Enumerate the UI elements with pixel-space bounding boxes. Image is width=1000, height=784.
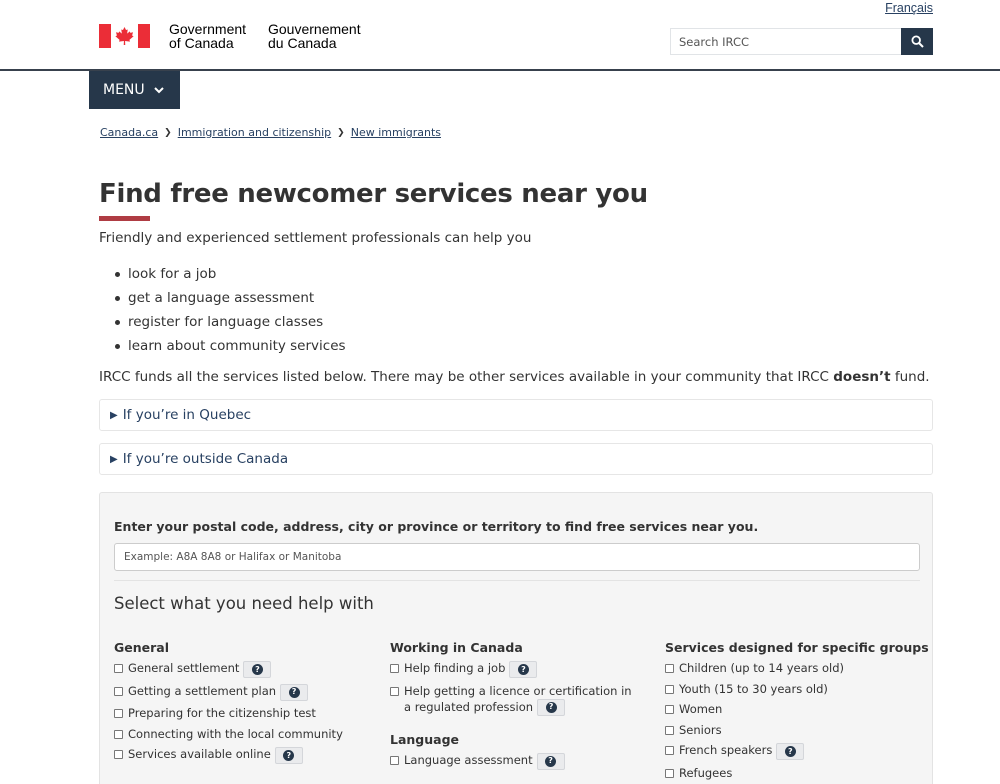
option-seniors[interactable] xyxy=(665,723,929,738)
option-label: Getting a settlement plan xyxy=(128,683,277,698)
search-input[interactable] xyxy=(670,28,901,55)
search-button[interactable] xyxy=(901,28,933,55)
signature-english xyxy=(169,22,246,50)
page-title: Find free newcomer services near you xyxy=(99,179,648,209)
option-general-settlement[interactable] xyxy=(114,661,343,678)
chevron-down-icon xyxy=(154,87,164,94)
checkbox[interactable] xyxy=(390,664,399,673)
option-label: Services available online xyxy=(128,747,271,761)
language-heading: Language xyxy=(390,731,460,747)
working-heading: Working in Canada xyxy=(390,640,523,655)
question-icon: ? xyxy=(785,746,796,757)
location-input[interactable] xyxy=(114,543,920,571)
help-button[interactable] xyxy=(537,753,565,770)
breadcrumb-separator-icon: ❯ xyxy=(337,127,345,138)
intro-text: Friendly and experienced settlement professionals can help you xyxy=(99,230,532,246)
signature-fr-line1: Gouvernement xyxy=(268,21,361,37)
option-label: Youth (15 to 30 years old) xyxy=(679,681,828,696)
breadcrumb-immigration[interactable]: Immigration and citizenship xyxy=(177,126,332,139)
option-finding-job[interactable] xyxy=(390,661,636,678)
title-underline xyxy=(99,216,150,221)
details-quebec[interactable] xyxy=(99,399,933,431)
signature-french xyxy=(268,22,361,50)
option-label: Connecting with the local community xyxy=(128,726,343,741)
working-column xyxy=(390,640,636,775)
expand-triangle-icon: ▶ xyxy=(110,453,118,465)
checkbox[interactable] xyxy=(114,687,123,696)
question-icon: ? xyxy=(518,664,529,675)
option-children[interactable] xyxy=(665,661,929,676)
option-label: Help finding a job xyxy=(404,661,506,675)
benefits-list xyxy=(115,262,346,358)
option-label: Women xyxy=(679,702,723,716)
help-button[interactable] xyxy=(280,684,308,701)
breadcrumb-canada[interactable]: Canada.ca xyxy=(100,126,159,139)
site-search xyxy=(670,28,933,55)
option-label: General settlement xyxy=(128,661,240,675)
canada-flag-logo xyxy=(99,24,150,48)
details-quebec-label: If you’re in Quebec xyxy=(122,407,252,423)
help-button[interactable] xyxy=(275,747,303,764)
breadcrumb-new-immigrants[interactable]: New immigrants xyxy=(350,126,442,139)
checkbox[interactable] xyxy=(390,756,399,765)
option-local-community[interactable] xyxy=(114,727,343,742)
groups-column xyxy=(665,640,929,784)
option-label: French speakers xyxy=(679,743,773,757)
question-icon: ? xyxy=(289,687,300,698)
option-language-assessment[interactable] xyxy=(390,753,636,770)
funding-note-emphasis: doesn’t xyxy=(833,369,891,385)
question-icon: ? xyxy=(545,756,556,767)
list-item: get a language assessment xyxy=(115,286,346,310)
option-label-text: Help getting a licence or certification in a regulated profession xyxy=(404,683,632,714)
option-citizenship-test[interactable] xyxy=(114,706,343,721)
checkbox[interactable] xyxy=(114,664,123,673)
search-icon xyxy=(911,35,924,48)
option-french-speakers[interactable] xyxy=(665,743,929,760)
divider xyxy=(114,580,920,581)
funding-note xyxy=(99,369,930,385)
checkbox[interactable] xyxy=(665,705,674,714)
option-settlement-plan[interactable] xyxy=(114,684,343,701)
help-button[interactable] xyxy=(776,743,804,760)
question-icon: ? xyxy=(252,664,263,675)
question-icon: ? xyxy=(546,702,557,713)
location-prompt: Enter your postal code, address, city or province or territory to find free services near you. xyxy=(114,519,759,534)
checkbox[interactable] xyxy=(665,664,674,673)
expand-triangle-icon: ▶ xyxy=(110,409,118,421)
checkbox[interactable] xyxy=(665,726,674,735)
menu-label: MENU xyxy=(103,82,145,98)
select-help-title: Select what you need help with xyxy=(114,594,374,613)
checkbox[interactable] xyxy=(114,730,123,739)
breadcrumb xyxy=(100,126,441,139)
language-toggle-link[interactable]: Français xyxy=(885,1,933,15)
details-outside-canada[interactable] xyxy=(99,443,933,475)
groups-heading: Services designed for specific groups xyxy=(665,640,929,655)
checkbox[interactable] xyxy=(665,685,674,694)
signature-en-line2: of Canada xyxy=(169,35,234,51)
funding-note-end: fund. xyxy=(890,369,930,385)
option-label: Refugees xyxy=(679,765,733,780)
help-button[interactable] xyxy=(509,661,537,678)
option-label: Preparing for the citizenship test xyxy=(128,706,316,720)
details-outside-label: If you’re outside Canada xyxy=(122,451,289,467)
question-icon: ? xyxy=(283,750,294,761)
menu-button[interactable] xyxy=(89,71,180,109)
option-refugees[interactable] xyxy=(665,766,929,781)
checkbox[interactable] xyxy=(390,687,399,696)
checkbox[interactable] xyxy=(665,746,674,755)
checkbox[interactable] xyxy=(114,750,123,759)
option-label: Language assessment xyxy=(404,752,533,767)
signature-en-line1: Government xyxy=(169,21,247,37)
option-label: Seniors xyxy=(679,722,722,737)
help-button[interactable] xyxy=(537,699,565,716)
general-heading: General xyxy=(114,640,169,655)
option-women[interactable] xyxy=(665,702,929,717)
signature-fr-line2: du Canada xyxy=(268,35,337,51)
list-item: learn about community services xyxy=(115,334,346,358)
checkbox[interactable] xyxy=(114,709,123,718)
help-button[interactable] xyxy=(243,661,271,678)
option-licence-certification[interactable] xyxy=(390,684,636,716)
option-label: Children (up to 14 years old) xyxy=(679,661,845,675)
list-item: look for a job xyxy=(115,262,346,286)
service-finder-panel xyxy=(99,492,933,784)
breadcrumb-separator-icon: ❯ xyxy=(164,127,172,138)
funding-note-text: IRCC funds all the services listed below. There may be other services available in your community that IRCC xyxy=(99,369,834,385)
option-youth[interactable] xyxy=(665,682,929,697)
checkbox[interactable] xyxy=(665,769,674,778)
option-label xyxy=(404,684,636,716)
maple-leaf-icon xyxy=(115,27,134,45)
general-column xyxy=(114,640,343,770)
list-item: register for language classes xyxy=(115,310,346,334)
option-online-services[interactable] xyxy=(114,747,343,764)
